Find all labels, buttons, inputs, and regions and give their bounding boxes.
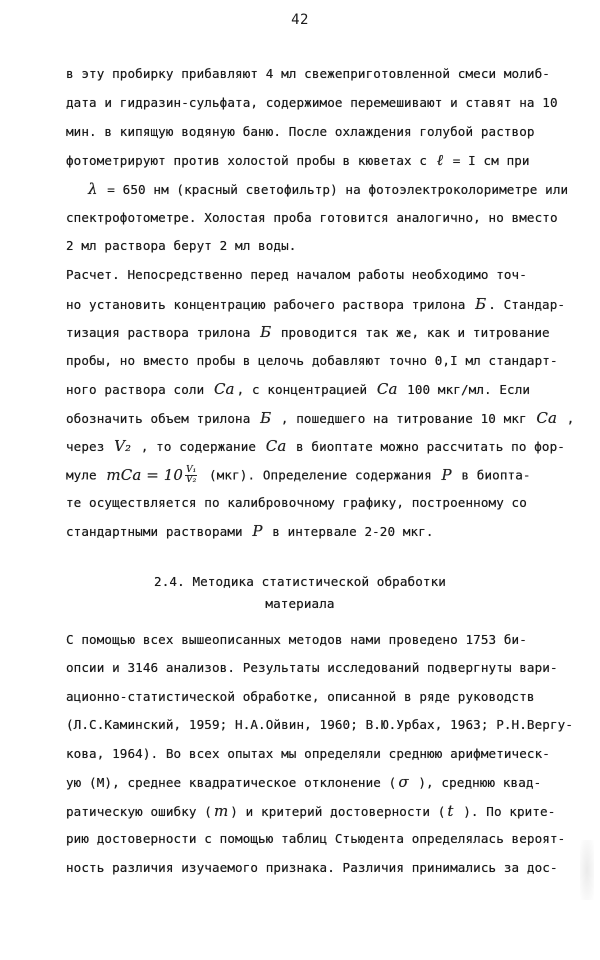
section-heading: материала [265, 596, 335, 611]
formula: mCa = 10 $\frac{\text{V₁}}{\text{V₂}}$ [106, 465, 197, 485]
text-line: тизация раствора трилона Б проводится так же, как и титрование [66, 323, 550, 341]
handwritten-symbol: Б [260, 323, 272, 341]
text-line: ного раствора соли Ca , с концентрацией Ca 100 мкг/мл. Если [66, 380, 531, 398]
text-line: кова, 1964). Во всех опытах мы определяли среднюю арифметическ- [66, 746, 550, 761]
handwritten-symbol: Б [260, 409, 272, 427]
text-line: ность различия изучаемого признака. Различия принимались за дос- [66, 860, 558, 875]
handwritten-symbol: P [252, 522, 263, 540]
handwritten-symbol: Ca [265, 437, 287, 455]
handwritten-symbol: Ca [213, 380, 235, 398]
text-line: рию достоверности с помощью таблиц Стьюдента определялась вероят- [66, 831, 566, 846]
text-line: (Л.С.Каминский, 1959; Н.А.Ойвин, 1960; В.Ю.Урбах, 1963; Р.Н.Вергу- [66, 717, 574, 732]
text-line: мин. в кипящую водяную баню. После охлаждения голубой раствор [66, 124, 535, 139]
text-line: фотометрируют против холостой пробы в кюветах с ℓ = I см при [66, 151, 530, 169]
text-line: 2 мл раствора берут 2 мл воды. [66, 238, 297, 253]
handwritten-symbol: P [441, 465, 452, 484]
handwritten-symbol: V₂ [114, 437, 132, 455]
text-line: муле mCa = 10 $\frac{\text{V₁}}{\text{V₂}}$ (мкг). Определение содержания P в биопта- [66, 465, 531, 485]
text-line: обозначить объем трилона Б , пошедшего на титрование 10 мкг Ca , [66, 409, 575, 427]
text-line: пробы, но вместо пробы в целочь добавляют точно 0,I мл стандарт- [66, 353, 558, 368]
text-line: спектрофотометре. Холостая проба готовится аналогично, но вместо [66, 210, 558, 225]
handwritten-symbol: Б [475, 295, 487, 313]
handwritten-symbol: σ [398, 773, 409, 791]
formula-fraction: $\frac{\text{V₁}}{\text{V₂}}$ [186, 465, 197, 485]
text-line: λ = 650 нм (красный светофильтр) на фотоэлектроколориметре или [88, 180, 569, 198]
handwritten-symbol: Ca [376, 380, 398, 398]
handwritten-symbol: λ [88, 180, 98, 198]
section-heading: 2.4. Методика статистической обработки [154, 574, 446, 589]
handwritten-symbol: ℓ [436, 151, 444, 169]
text-line: в эту пробирку прибавляют 4 мл свежеприготовленной смеси молиб- [66, 66, 550, 81]
text-line: Расчет. Непосредственно перед началом работы необходимо точ- [66, 267, 527, 282]
text-line: но установить концентрацию рабочего раствора трилона Б . Стандар- [66, 295, 566, 313]
text-line: опсии и 3146 анализов. Результаты исследований подвергнуты вари- [66, 660, 558, 675]
text-line: те осуществляется по калибровочному графику, построенному со [66, 495, 527, 510]
handwritten-symbol: Ca [536, 409, 558, 427]
text-line: С помощью всех вышеописанных методов нами проведено 1753 би- [66, 632, 527, 647]
text-line: ратическую ошибку ( m ) и критерий достоверности ( t ). По крите- [66, 802, 556, 820]
text-line: ую (М), среднее квадратическое отклонение ( σ ), среднюю квад- [66, 773, 542, 791]
text-line: стандартными растворами P в интервале 2-20 мкг. [66, 522, 434, 540]
scan-stain [580, 840, 594, 900]
text-line: дата и гидразин-сульфата, содержимое перемешивают и ставят на 10 [66, 95, 558, 110]
text-line: ационно-статистической обработке, описанной в ряде руководств [66, 689, 535, 704]
text-line: через V₂ , то содержание Ca в биоптате можно рассчитать по фор- [66, 437, 565, 455]
handwritten-symbol: m [213, 802, 229, 820]
page-number: 42 [291, 12, 309, 28]
handwritten-symbol: t [447, 802, 454, 820]
